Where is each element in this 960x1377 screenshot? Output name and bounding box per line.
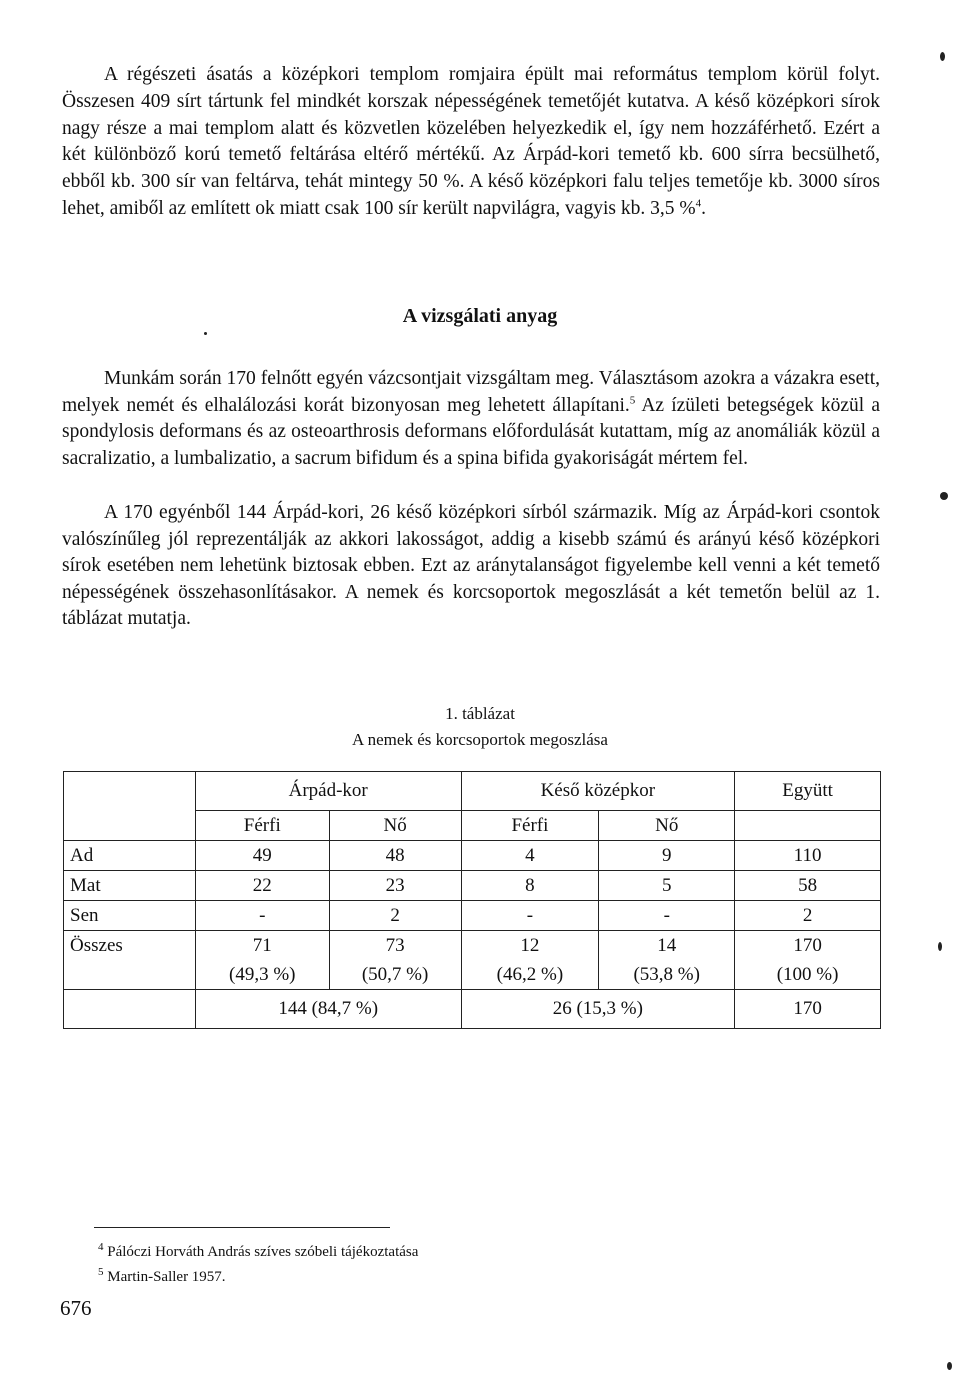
table-row-osszes (64, 931, 881, 961)
cell-arpad-female: 73 (329, 931, 461, 961)
table-row-grand-total (64, 990, 881, 1029)
table-header-row-sex (64, 811, 881, 841)
row-label-empty (64, 960, 196, 990)
intro-text-end: . (701, 197, 706, 219)
cell-late-male: 4 (461, 841, 599, 871)
cell-late-grand-total: 26 (15,3 %) (461, 990, 735, 1029)
footnote-text: Pálóczi Horváth András szíves szóbeli tájékoztatása (107, 1244, 419, 1260)
header-arpad-male: Férfi (195, 811, 329, 841)
intro-paragraph (62, 62, 880, 223)
cell-total-pct: (100 %) (735, 960, 881, 990)
table-corner-cell-lower (64, 811, 196, 841)
distribution-table (63, 771, 881, 1029)
table-header-row-groups (64, 772, 881, 811)
cell-arpad-male: 22 (195, 871, 329, 901)
section-title: A vizsgálati anyag (402, 305, 558, 327)
header-total-empty (735, 811, 881, 841)
row-label: Mat (64, 871, 196, 901)
scan-speck (938, 942, 942, 951)
cell-arpad-male: 49 (195, 841, 329, 871)
cell-late-female: - (599, 901, 735, 931)
cell-late-male: - (461, 901, 599, 931)
row-label: Ad (64, 841, 196, 871)
table-title: A nemek és korcsoportok megoszlása (352, 730, 608, 749)
scan-speck (947, 1362, 952, 1370)
cell-total: 58 (735, 871, 881, 901)
cell-arpad-female: 2 (329, 901, 461, 931)
cell-arpad-female: 23 (329, 871, 461, 901)
table-row-sen (64, 901, 881, 931)
footnotes-list (98, 1240, 418, 1290)
paragraph-1-text: Munkám során 170 felnőtt egyén vázcsontjait vizsgáltam meg. Választásom azokra a vázakra esett, melyek nemét és elhalálozási korát bizonyosan meg lehetett állapítani. (62, 368, 880, 416)
scan-speck (940, 492, 948, 500)
paragraph-1-text-end: Az ízületi betegségek közül a spondylosis deformans és az osteoarthrosis deformans előfordulását kutattam, míg az anomáliák közül a sacralizatio, a lumbalizatio, a sacrum bifidum és a spina bifida gyakoriságát mértem fel. (62, 394, 880, 469)
table-row-osszes-percent (64, 960, 881, 990)
cell-late-male-pct: (46,2 %) (461, 960, 599, 990)
cell-arpad-grand-total: 144 (84,7 %) (195, 990, 461, 1029)
footnote-ref-5[interactable]: 5 (629, 394, 636, 407)
cell-total: 2 (735, 901, 881, 931)
footnote-text: Martin-Saller 1957. (107, 1269, 226, 1285)
scan-speck (940, 52, 945, 61)
footnote-4 (98, 1240, 418, 1265)
footnote-5 (98, 1265, 418, 1290)
footnote-number: 4 (98, 1241, 104, 1253)
cell-arpad-female-pct: (50,7 %) (329, 960, 461, 990)
cell-arpad-male-pct: (49,3 %) (195, 960, 329, 990)
scan-speck (204, 332, 207, 335)
cell-grand-total: 170 (735, 990, 881, 1029)
footnote-divider (94, 1227, 390, 1228)
table-corner-cell (64, 772, 196, 811)
table-number-label: 1. táblázat (445, 704, 515, 723)
cell-late-female: 5 (599, 871, 735, 901)
header-arpad-kor: Árpád-kor (195, 772, 461, 811)
intro-text: A régészeti ásatás a középkori templom romjaira épült mai református templom körül folyt. Összesen 409 sírt tártunk fel mindkét korszak népességének temetőjét kutatva. A késő középkori sírok nagy része a mai templom alatt és közvetlen közelében helyezkedik el, így nem hozzáférhető. Ezért a két különböző korú temető feltárása eltérő mértékű. Az Árpád-kori temető kb. 600 sírra becsülhető, ebből kb. 300 sír van feltárva, tehát mintegy 50 %. A késő középkori falu teljes temetője kb. 3000 síros lehet, amiből az említett ok miatt csak 100 sír került napvilágra, vagyis kb. 3,5 % (62, 64, 880, 219)
row-label-empty (64, 990, 196, 1029)
cell-late-male: 8 (461, 871, 599, 901)
cell-late-male: 12 (461, 931, 599, 961)
cell-total: 110 (735, 841, 881, 871)
cell-late-female: 9 (599, 841, 735, 871)
footnote-number: 5 (98, 1266, 104, 1278)
header-egyutt: Együtt (735, 772, 881, 811)
row-label: Összes (64, 931, 196, 961)
table-row-mat (64, 871, 881, 901)
footnote-ref-4[interactable]: 4 (695, 197, 702, 210)
header-late-female: Nő (599, 811, 735, 841)
header-late-male: Férfi (461, 811, 599, 841)
cell-arpad-male: 71 (195, 931, 329, 961)
header-arpad-female: Nő (329, 811, 461, 841)
cell-arpad-female: 48 (329, 841, 461, 871)
page-number: 676 (60, 1296, 92, 1320)
cell-late-female: 14 (599, 931, 735, 961)
cell-total: 170 (735, 931, 881, 961)
cell-late-female-pct: (53,8 %) (599, 960, 735, 990)
body-paragraph-1 (62, 366, 880, 472)
row-label: Sen (64, 901, 196, 931)
cell-arpad-male: - (195, 901, 329, 931)
body-paragraph-2: A 170 egyénből 144 Árpád-kori, 26 késő középkori sírból származik. Míg az Árpád-kori csontok valószínűleg jól reprezentálják az akkori lakosságot, addig a kisebb számú és arányú késő középkori sírok esetében nem lehetünk biztosak ebben. Ezt az aránytalanságot figyelembe kell venni a két temető népességének összehasonlításakor. A nemek és korcsoportok megoszlását a két temetőn belül az 1. táblázat mutatja. (62, 502, 880, 630)
table-row-ad (64, 841, 881, 871)
header-keso-kozepkor: Késő középkor (461, 772, 735, 811)
